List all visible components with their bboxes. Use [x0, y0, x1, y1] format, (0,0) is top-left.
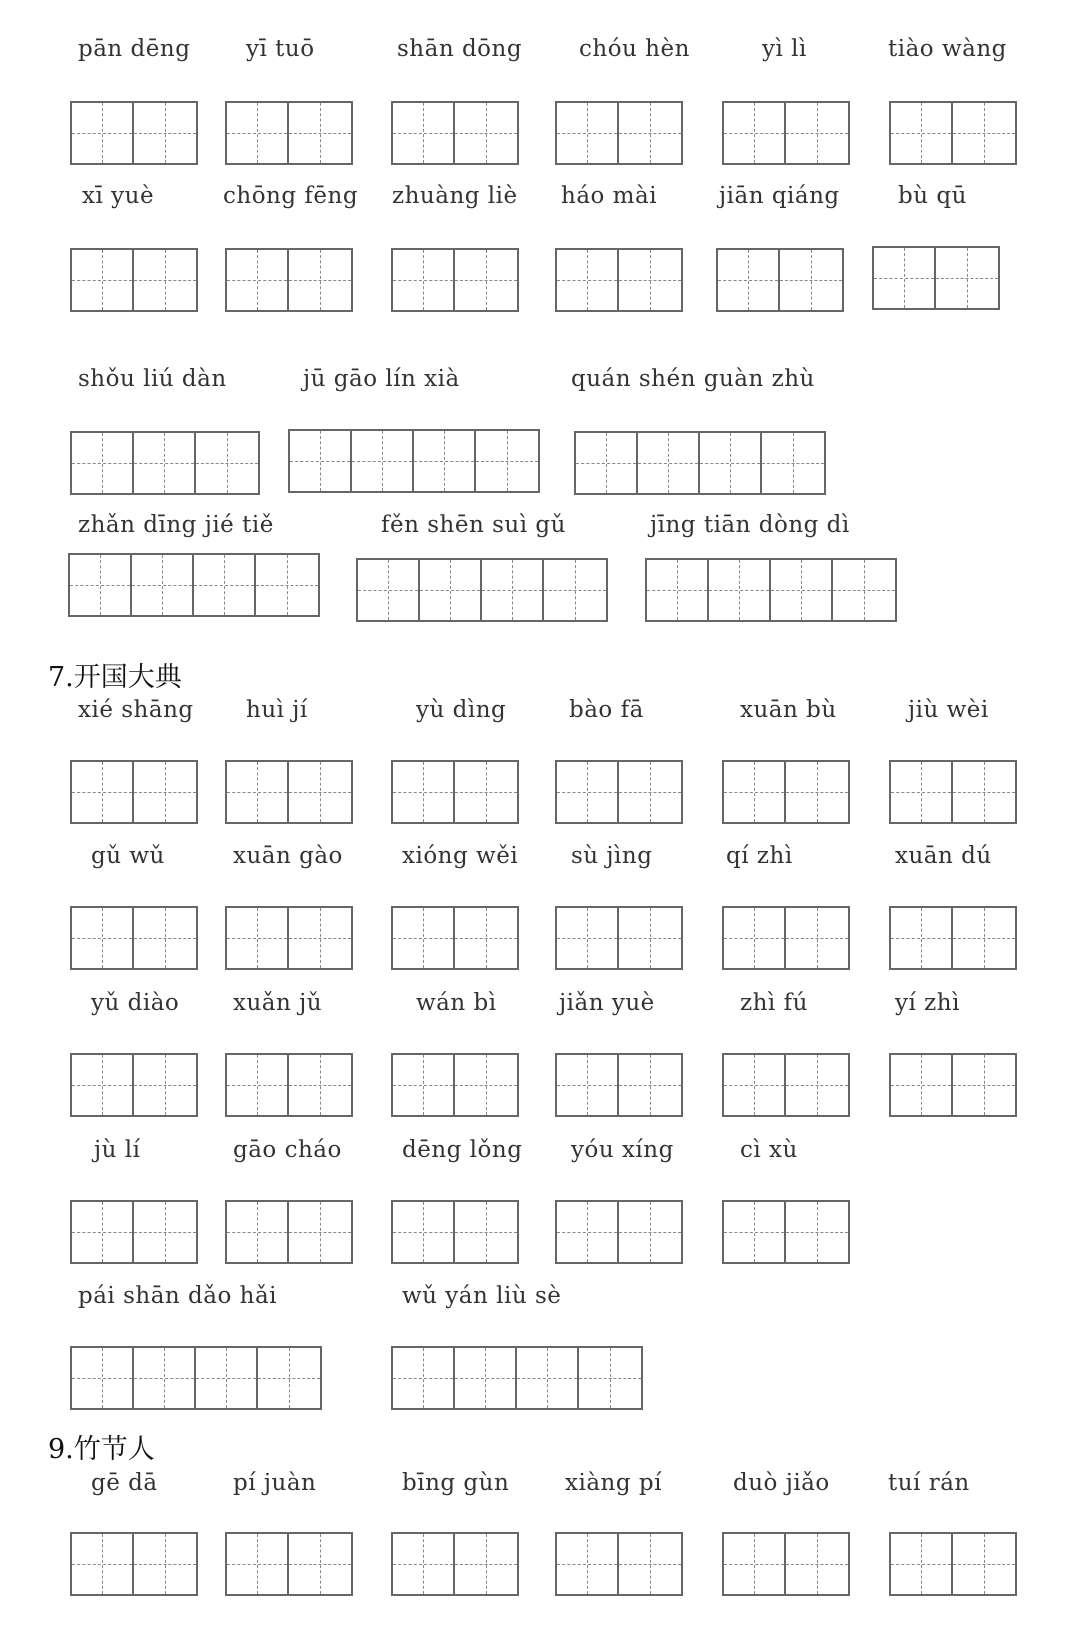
writing-grid[interactable]: [391, 1346, 643, 1410]
section-title: 7.开国大典: [48, 662, 182, 693]
pinyin-label: tiào wàng: [888, 36, 1007, 62]
pinyin-label: bīng gùn: [402, 1470, 510, 1496]
pinyin-label: xuān dú: [895, 843, 992, 869]
pinyin-label: xuǎn jǔ: [233, 990, 323, 1016]
pinyin-label: xī yuè: [82, 183, 155, 209]
writing-grid[interactable]: [722, 1532, 850, 1596]
pinyin-label: zhì fú: [740, 990, 808, 1016]
pinyin-label: bù qū: [898, 183, 967, 209]
writing-grid[interactable]: [872, 246, 1000, 310]
writing-grid[interactable]: [391, 1053, 519, 1117]
pinyin-label: gāo cháo: [233, 1137, 342, 1163]
writing-grid[interactable]: [391, 248, 519, 312]
writing-grid[interactable]: [574, 431, 826, 495]
writing-grid[interactable]: [555, 1200, 683, 1264]
writing-grid[interactable]: [555, 906, 683, 970]
writing-grid[interactable]: [391, 101, 519, 165]
writing-grid[interactable]: [225, 248, 353, 312]
pinyin-label: duò jiǎo: [733, 1470, 830, 1496]
writing-grid[interactable]: [225, 1200, 353, 1264]
pinyin-label: xiàng pí: [565, 1470, 662, 1496]
writing-grid[interactable]: [722, 101, 850, 165]
pinyin-label: háo mài: [561, 183, 658, 209]
writing-grid[interactable]: [391, 760, 519, 824]
pinyin-label: gǔ wǔ: [91, 843, 165, 869]
writing-grid[interactable]: [555, 248, 683, 312]
pinyin-label: qí zhì: [726, 843, 793, 869]
pinyin-label: zhǎn dīng jié tiě: [78, 512, 274, 538]
writing-grid[interactable]: [555, 1532, 683, 1596]
writing-grid[interactable]: [70, 101, 198, 165]
pinyin-label: bào fā: [569, 697, 644, 723]
pinyin-label: tuí rán: [888, 1470, 970, 1496]
pinyin-label: fěn shēn suì gǔ: [381, 512, 566, 538]
writing-grid[interactable]: [225, 101, 353, 165]
writing-grid[interactable]: [555, 1053, 683, 1117]
writing-grid[interactable]: [70, 431, 260, 495]
pinyin-label: jīng tiān dòng dì: [650, 512, 850, 538]
pinyin-label: jiǎn yuè: [559, 990, 655, 1016]
writing-grid[interactable]: [391, 1200, 519, 1264]
pinyin-label: huì jí: [246, 697, 308, 723]
pinyin-label: dēng lǒng: [402, 1137, 523, 1163]
pinyin-label: zhuàng liè: [392, 183, 518, 209]
section-title: 9.竹节人: [48, 1434, 155, 1465]
pinyin-label: sù jìng: [571, 843, 653, 869]
pinyin-label: yī tuō: [246, 36, 315, 62]
writing-grid[interactable]: [722, 1053, 850, 1117]
pinyin-label: shān dōng: [397, 36, 523, 62]
pinyin-label: shǒu liú dàn: [78, 366, 227, 392]
writing-grid[interactable]: [722, 1200, 850, 1264]
pinyin-label: wán bì: [416, 990, 497, 1016]
writing-grid[interactable]: [889, 1532, 1017, 1596]
writing-grid[interactable]: [889, 760, 1017, 824]
pinyin-label: yù dìng: [416, 697, 507, 723]
pinyin-label: jū gāo lín xià: [303, 366, 460, 392]
writing-grid[interactable]: [70, 1346, 322, 1410]
writing-grid[interactable]: [716, 248, 844, 312]
writing-grid[interactable]: [68, 553, 320, 617]
writing-grid[interactable]: [70, 1200, 198, 1264]
pinyin-label: pí juàn: [233, 1470, 317, 1496]
pinyin-label: yí zhì: [895, 990, 960, 1016]
pinyin-label: quán shén guàn zhù: [571, 366, 815, 392]
writing-grid[interactable]: [356, 558, 608, 622]
pinyin-label: chóu hèn: [579, 36, 690, 62]
writing-grid[interactable]: [889, 101, 1017, 165]
pinyin-label: pān dēng: [78, 36, 191, 62]
pinyin-label: yì lì: [762, 36, 807, 62]
pinyin-label: cì xù: [740, 1137, 798, 1163]
pinyin-label: xuān gào: [233, 843, 343, 869]
writing-grid[interactable]: [391, 906, 519, 970]
writing-grid[interactable]: [225, 1053, 353, 1117]
writing-grid[interactable]: [70, 1532, 198, 1596]
writing-grid[interactable]: [555, 760, 683, 824]
writing-grid[interactable]: [889, 1053, 1017, 1117]
pinyin-label: xióng wěi: [402, 843, 519, 869]
writing-grid[interactable]: [70, 248, 198, 312]
pinyin-label: pái shān dǎo hǎi: [78, 1283, 278, 1309]
pinyin-label: yǔ diào: [91, 990, 180, 1016]
pinyin-label: chōng fēng: [223, 183, 359, 209]
pinyin-label: wǔ yán liù sè: [402, 1283, 562, 1309]
writing-grid[interactable]: [722, 906, 850, 970]
writing-grid[interactable]: [288, 429, 540, 493]
writing-grid[interactable]: [225, 906, 353, 970]
writing-grid[interactable]: [722, 760, 850, 824]
writing-grid[interactable]: [555, 101, 683, 165]
pinyin-label: gē dā: [91, 1470, 158, 1496]
pinyin-label: xié shāng: [78, 697, 194, 723]
writing-grid[interactable]: [70, 1053, 198, 1117]
writing-grid[interactable]: [225, 1532, 353, 1596]
writing-grid[interactable]: [225, 760, 353, 824]
pinyin-label: jù lí: [94, 1137, 141, 1163]
writing-grid[interactable]: [70, 906, 198, 970]
writing-grid[interactable]: [889, 906, 1017, 970]
pinyin-label: yóu xíng: [571, 1137, 674, 1163]
writing-grid[interactable]: [70, 760, 198, 824]
pinyin-label: jiù wèi: [908, 697, 989, 723]
pinyin-label: jiān qiáng: [719, 183, 840, 209]
writing-grid[interactable]: [645, 558, 897, 622]
writing-grid[interactable]: [391, 1532, 519, 1596]
pinyin-label: xuān bù: [740, 697, 837, 723]
